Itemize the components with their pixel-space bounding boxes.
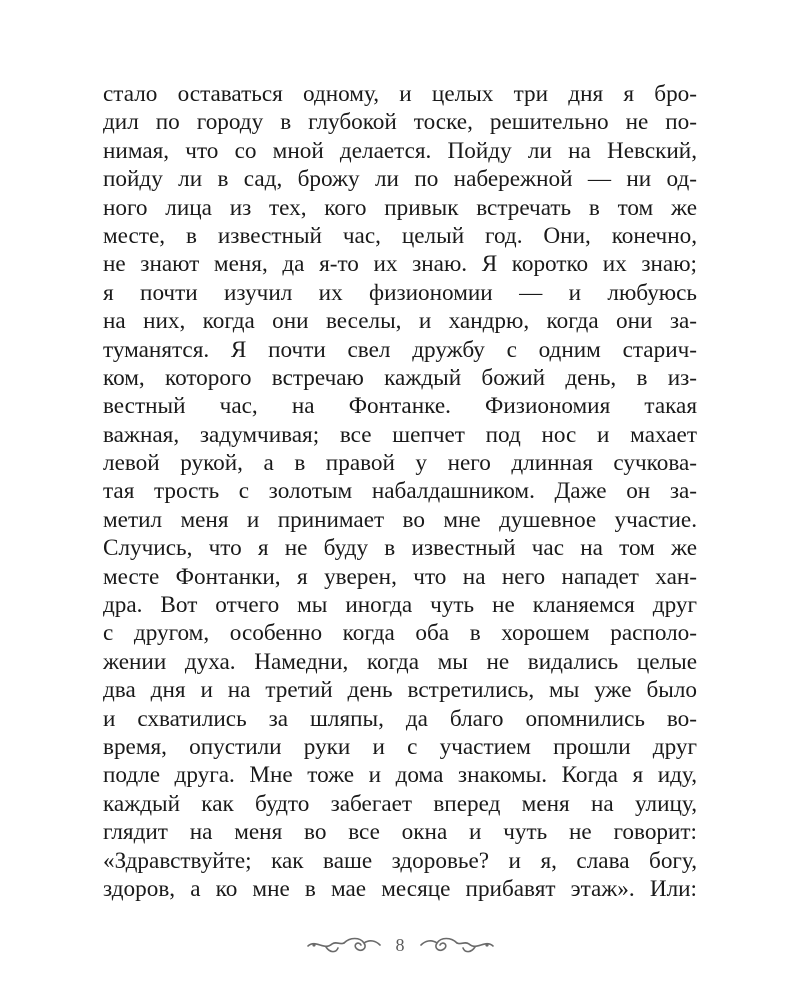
text-line: туманятся. Я почти свел дружбу с одним старич- [103, 336, 697, 363]
text-line: жении духа. Намедни, когда мы не видались целые [103, 648, 697, 675]
text-line: два дня и на третий день встретились, мы уже было [103, 677, 697, 704]
flourish-left-icon [306, 933, 384, 957]
text-line: месте Фонтанки, я уверен, что на него нападет хан- [103, 563, 697, 590]
text-line: подле друга. Мне тоже и дома знакомы. Когда я иду, [103, 762, 697, 789]
text-line: каждый как будто забегает вперед меня на улицу, [103, 790, 697, 817]
text-line: нимая, что со мной делается. Пойду ли на Невский, [103, 137, 697, 164]
body-text [103, 80, 697, 903]
text-line: месте, в известный час, целый год. Они, конечно, [103, 222, 697, 249]
text-line: метил меня и принимает во мне душевное участие. [103, 506, 697, 533]
text-line: ного лица из тех, кого привык встречать в том же [103, 194, 697, 221]
page-footer [300, 925, 500, 965]
text-line: и схватились за шляпы, да благо опомнились во- [103, 705, 697, 732]
text-line: здоров, а ко мне в мае месяце прибавят этаж». Или: [103, 875, 697, 902]
text-line: Случись, что я не буду в известный час на том же [103, 535, 697, 562]
text-line: «Здравствуйте; как ваше здоровье? и я, слава богу, [103, 847, 697, 874]
text-line: не знают меня, да я-то их знаю. Я коротко их знаю; [103, 251, 697, 278]
text-line: глядит на меня во все окна и чуть не говорит: [103, 819, 697, 846]
flourish-right-icon [417, 933, 495, 957]
text-line: стало оставаться одному, и целых три дня я бро- [103, 81, 697, 107]
page-number: 8 [395, 934, 405, 955]
text-line: на них, когда они веселы, и хандрю, когда они за- [103, 308, 697, 335]
text-line: важная, задумчивая; все шепчет под нос и махает [103, 421, 697, 448]
text-line: дил по городу в глубокой тоске, решительно не по- [103, 109, 697, 136]
text-line: вестный час, на Фонтанке. Физиономия такая [103, 393, 697, 420]
text-line: пойду ли в сад, брожу ли по набережной — ни од- [103, 166, 697, 193]
text-line: я почти изучил их физиономии — и любуюсь [103, 279, 697, 306]
text-line: дра. Вот отчего мы иногда чуть не кланяемся друг [103, 592, 697, 619]
text-line: ком, которого встречаю каждый божий день, в из- [103, 364, 697, 391]
text-line: тая трость с золотым набалдашником. Даже он за- [103, 478, 697, 505]
text-line: время, опустили руки и с участием прошли друг [103, 733, 697, 760]
text-line: левой рукой, а в правой у него длинная сучкова- [103, 450, 697, 477]
text-line: с другом, особенно когда оба в хорошем располо- [103, 620, 697, 647]
